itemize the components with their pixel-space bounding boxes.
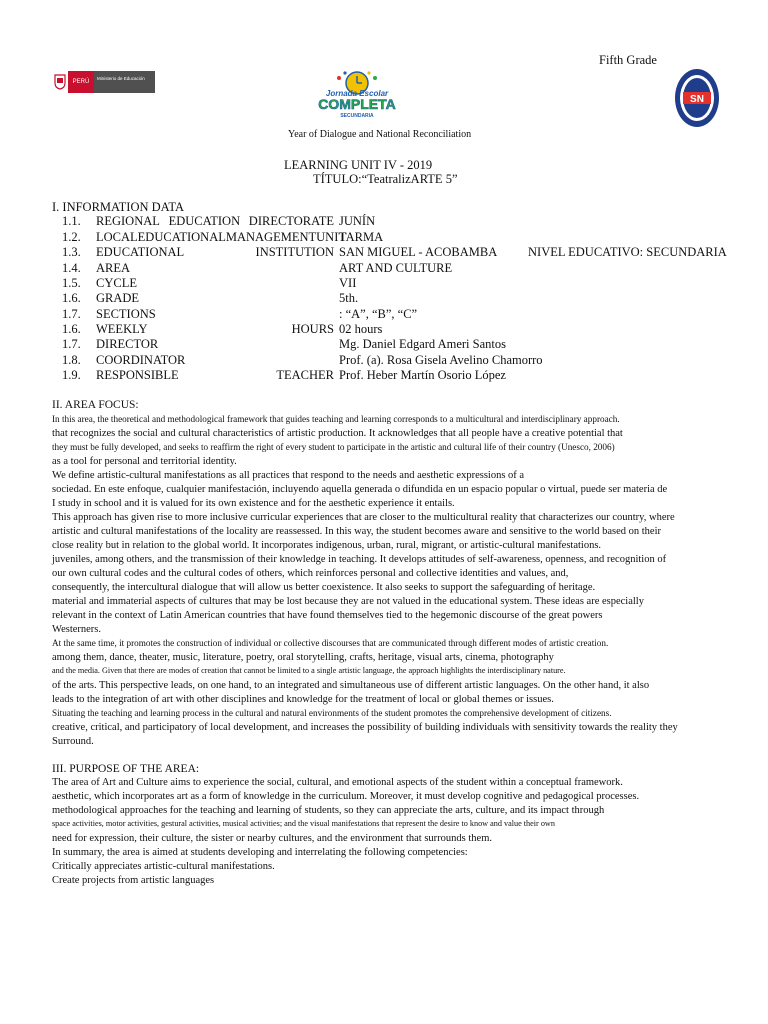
text-line: In this area, the theoretical and methodological framework that guides teaching and learning corresponds to a multicultural and interdisciplinary approach. — [52, 414, 620, 424]
text-line: of the arts. This perspective leads, on one hand, to an integrated and simultaneous use of different artistic languages. On the other hand, it also — [52, 680, 650, 691]
school-seal-logo — [674, 68, 720, 128]
ministry-of-education-logo — [52, 71, 155, 93]
info-row-value: Prof. (a). Rosa Gisela Avelino Chamorro — [339, 353, 543, 367]
minedu-ministry-label: Ministerio de Educación — [94, 71, 155, 93]
text-line: Situating the teaching and learning process in the cultural and natural environments of the student promotes the comprehensive development of citizens. — [52, 708, 612, 718]
info-row-label-word: UNIT — [316, 230, 346, 244]
info-row-extra: NIVEL EDUCATIVO: SECUNDARIA — [528, 245, 727, 259]
text-line: Westerners. — [52, 624, 102, 635]
text-line: they must be fully developed, and seeks to reaffirm the right of every student to participate in the artistic and cultural life of their country (Unesco, 2006) — [52, 442, 615, 452]
info-row — [0, 245, 768, 260]
info-row — [0, 368, 768, 383]
info-row-number: 1.6. — [62, 322, 81, 336]
text-line: as a tool for personal and territorial identity. — [52, 456, 237, 467]
info-row-label-word: GRADE — [96, 291, 140, 305]
info-row-value: TARMA — [339, 230, 384, 244]
text-line: juveniles, among others, and the transmission of their knowledge in teaching. It develops attitudes of self-awareness, openness, and recognition of — [52, 554, 667, 565]
unit-title: TÍTULO:“TeatralizARTE 5” — [313, 172, 458, 186]
text-line: artistic and cultural manifestations of the locality are reassessed. In this way, the student becomes aware and sensitive to the world based on their — [52, 526, 662, 537]
info-row-label — [96, 337, 334, 352]
jec-line3: SECUNDARIA — [340, 113, 374, 119]
text-line: At the same time, it promotes the construction of individual or collective discourses that are communicated through different modes of artistic creation. — [52, 638, 609, 648]
text-line: our own cultural codes and the cultural codes of others, which reinforces personal and collective identities and values, and, — [52, 568, 569, 579]
info-row-label-word: DIRECTORATE — [248, 214, 334, 228]
text-line: consequently, the intercultural dialogue that will allow us better coexistence. It also seeks to support the safeguarding of heritage. — [52, 582, 596, 593]
info-row-number: 1.9. — [62, 368, 81, 382]
text-line: In summary, the area is aimed at students developing and interrelating the following competencies: — [52, 847, 468, 858]
info-row-number: 1.7. — [62, 337, 81, 351]
info-row-number: 1.4. — [62, 261, 81, 275]
info-row-value: VII — [339, 276, 357, 290]
text-line: Surround. — [52, 736, 94, 747]
info-row-label-word: DIRECTOR — [96, 337, 159, 351]
info-row-label-word: EDUCATIONAL — [137, 230, 226, 244]
info-row — [0, 337, 768, 352]
info-row — [0, 276, 768, 291]
jornada-escolar-completa-logo — [299, 69, 415, 119]
info-row-label-word: EDUCATIONAL — [96, 245, 185, 259]
info-row-label-word: EDUCATION — [168, 214, 241, 228]
info-row-value: : “A”, “B”, “C” — [339, 307, 418, 321]
text-line: need for expression, their culture, the sister or nearby cultures, and the environment that surrounds them. — [52, 833, 492, 844]
section-heading: II. AREA FOCUS: — [52, 399, 139, 411]
text-line: close reality but in relation to the global world. It incorporates indigenous, urban, rural, migrant, or artistic-cultural manifestations. — [52, 540, 602, 551]
text-line: relevant in the context of Latin American countries that have found themselves tied to the hegemonic discourse of the great powers — [52, 610, 603, 621]
info-row — [0, 261, 768, 276]
info-row-value: ART AND CULTURE — [339, 261, 453, 275]
info-row-label-word: SECTIONS — [96, 307, 156, 321]
text-line: creative, critical, and participatory of local development, and increases the possibility of building individuals with sensitivity towards the reality they — [52, 722, 678, 733]
info-row-label-word: COORDINATOR — [96, 353, 186, 367]
text-line: Create projects from artistic languages — [52, 875, 215, 886]
info-row-number: 1.7. — [62, 307, 81, 321]
info-row-label — [96, 230, 346, 245]
info-row-label — [96, 322, 334, 337]
info-row-label-word: INSTITUTION — [255, 245, 334, 259]
info-row-label — [96, 214, 334, 229]
info-row-number: 1.2. — [62, 230, 81, 244]
section-heading: III. PURPOSE OF THE AREA: — [52, 763, 200, 775]
text-line: sociedad. En este enfoque, cualquier manifestación, incluyendo aquella generada o difundida en un espacio popular o virtual, puede ser materia de — [52, 484, 668, 495]
info-row-value: Mg. Daniel Edgard Ameri Santos — [339, 337, 506, 351]
text-line: among them, dance, theater, music, literature, poetry, oral storytelling, crafts, heritage, visual arts, cinema, photography — [52, 652, 554, 663]
year-name: Year of Dialogue and National Reconciliation — [288, 129, 472, 140]
info-row-value: JUNÍN — [339, 214, 376, 228]
text-line: I study in school and it is valued for its own existence and for the aesthetic experience it entails. — [52, 498, 455, 509]
coat-of-arms-icon — [52, 71, 68, 93]
text-line: We define artistic-cultural manifestations as all practices that respond to the needs and aesthetic expressions of a — [52, 470, 525, 481]
info-row-number: 1.6. — [62, 291, 81, 305]
learning-unit-title: LEARNING UNIT IV - 2019 — [284, 158, 433, 172]
info-row-value: Prof. Heber Martín Osorio López — [339, 368, 506, 382]
minedu-country-label: PERÚ — [68, 71, 94, 93]
info-row-label — [96, 245, 334, 260]
info-row-label — [96, 276, 334, 291]
info-row-label-word: TEACHER — [276, 368, 334, 382]
info-row-label-word: WEEKLY — [96, 322, 148, 336]
info-row-number: 1.3. — [62, 245, 81, 259]
info-row-label — [96, 353, 334, 368]
text-line: methodological approaches for the teaching and learning of students, so they can appreciate the arts, culture, and its impact through — [52, 805, 605, 816]
info-row-value: 5th. — [339, 291, 359, 305]
text-line: material and immaterial aspects of cultures that may be lost because they are not valued in the educational system. These ideas are especially — [52, 596, 644, 607]
text-line: aesthetic, which incorporates art as a form of knowledge in the curriculum. Moreover, it must develop cognitive and pedagogical processes. — [52, 791, 640, 802]
info-row-label-word: LOCAL — [96, 230, 138, 244]
info-row-number: 1.5. — [62, 276, 81, 290]
info-row-label-word: AREA — [96, 261, 131, 275]
text-line: and the media. Given that there are modes of creation that cannot be limited to a single artistic language, the approach highlights the interdisciplinary nature. — [52, 666, 566, 675]
info-row-label-word: HOURS — [291, 322, 334, 336]
info-row-value: SAN MIGUEL - ACOBAMBA — [339, 245, 498, 259]
info-row-number: 1.8. — [62, 353, 81, 367]
text-line: This approach has given rise to more inclusive curricular experiences that are closer to the multicultural reality that characterizes our country, where — [52, 512, 675, 523]
info-row — [0, 214, 768, 229]
info-row — [0, 291, 768, 306]
text-line: Critically appreciates artistic-cultural manifestations. — [52, 861, 275, 872]
info-row-label — [96, 307, 334, 322]
info-row-label-word: REGIONAL — [96, 214, 160, 228]
grade-label: Fifth Grade — [599, 53, 657, 67]
section-heading-information: I. INFORMATION DATA — [52, 200, 184, 214]
text-line: space activities, motor activities, gestural activities, musical activities; and the visual manifestations that represent the desire to know and value their own — [52, 819, 555, 828]
info-row-label — [96, 291, 334, 306]
info-row-number: 1.1. — [62, 214, 81, 228]
info-row-value: 02 hours — [339, 322, 383, 336]
info-row-label-word: CYCLE — [96, 276, 137, 290]
info-row-label — [96, 368, 334, 383]
text-line: that recognizes the social and cultural characteristics of artistic production. It acknowledges that all people have a creative potential that — [52, 428, 623, 439]
info-row — [0, 353, 768, 368]
text-line: leads to the integration of art with other disciplines and knowledge for the treatment of local or global themes or issues. — [52, 694, 554, 705]
jec-line2: COMPLETA — [318, 96, 396, 112]
text-line: The area of Art and Culture aims to experience the social, cultural, and emotional aspects of the student within a conceptual framework. — [52, 777, 623, 788]
info-row-label-word: RESPONSIBLE — [96, 368, 179, 382]
info-row — [0, 322, 768, 337]
info-row — [0, 307, 768, 322]
info-row — [0, 230, 768, 245]
jec-line1: Jornada Escolar — [325, 89, 389, 98]
seal-initials: SN — [690, 94, 704, 105]
info-row-label-word: MANAGEMENT — [225, 230, 317, 244]
info-row-label — [96, 261, 334, 276]
